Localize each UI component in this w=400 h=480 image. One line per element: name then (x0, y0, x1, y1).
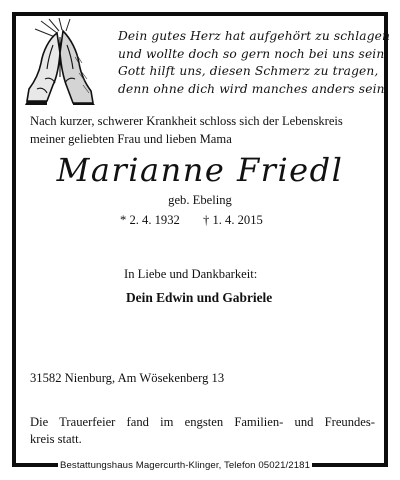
verse-line: Dein gutes Herz hat aufgehört zu schlagen (118, 29, 391, 43)
intro-line: meiner geliebten Frau und lieben Mama (30, 132, 232, 146)
funeral-home-footer: Bestattungshaus Magercurth-Klinger, Telefon 05021/2181 (60, 460, 311, 471)
funeral-notice (30, 414, 375, 448)
funeral-line: kreis statt. (30, 432, 82, 446)
praying-hands-icon (17, 17, 103, 105)
family-address: 31582 Nienburg, Am Wösekenberg 13 (30, 371, 225, 385)
memorial-verse (118, 28, 391, 98)
verse-line: und wollte doch so gern noch bei uns sein. (118, 46, 389, 61)
mourners-signature: Dein Edwin und Gabriele (126, 290, 273, 305)
intro-line: Nach kurzer, schwerer Krankheit schloss sich der Lebenskreis (30, 114, 343, 128)
birth-date: * 2. 4. 1932 (120, 213, 180, 227)
verse-line: Gott hilft uns, diesen Schmerz zu tragen, (118, 64, 379, 78)
birth-name: geb. Ebeling (168, 193, 232, 207)
verse-line: denn ohne dich wird manches anders sein. (118, 81, 389, 96)
death-date: † 1. 4. 2015 (203, 213, 263, 227)
deceased-name: Marianne Friedl (56, 151, 344, 189)
announcement-intro (30, 112, 380, 148)
gratitude-line: In Liebe und Dankbarkeit: (124, 267, 258, 281)
funeral-line: Die Trauerfeier fand im engsten Familien- und Freundes- (30, 415, 375, 429)
